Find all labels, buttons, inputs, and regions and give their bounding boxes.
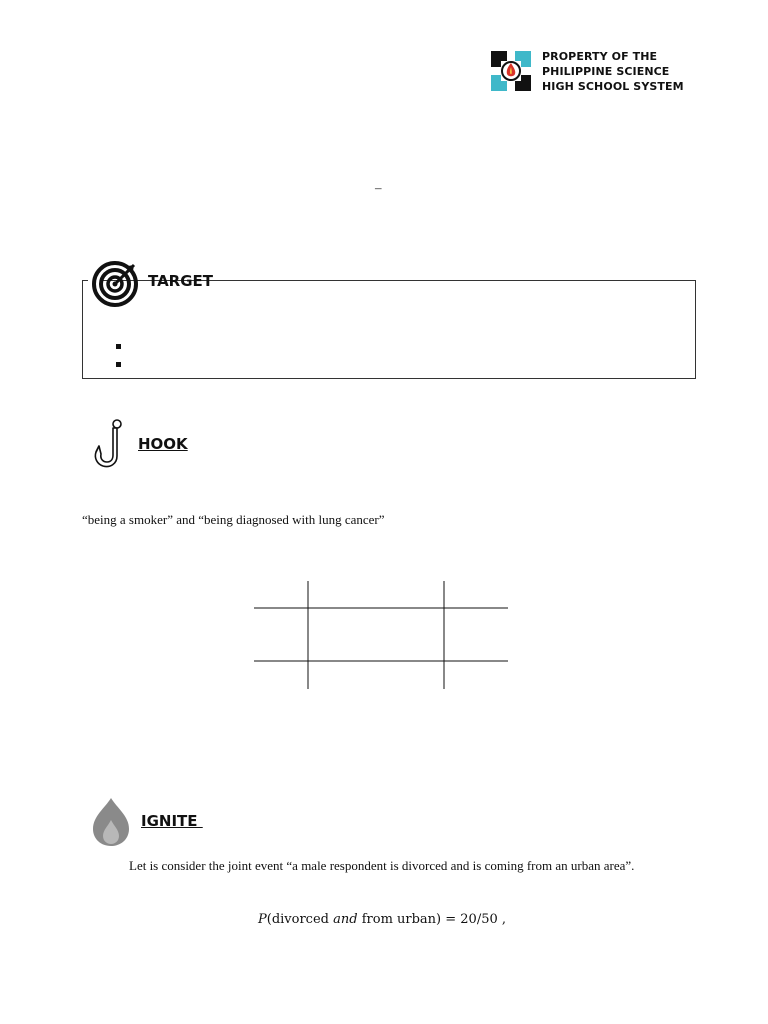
ignite-text: Let is consider the joint event “a male respondent is divorced and is coming from an urban area”. <box>129 858 635 873</box>
hook-label: HOOK <box>138 435 188 453</box>
target-icon <box>91 260 139 308</box>
logo-line-2: PHILIPPINE SCIENCE <box>542 65 670 78</box>
equation-open: (divorced <box>266 912 334 927</box>
target-header <box>88 258 214 310</box>
target-label: TARGET <box>148 272 214 290</box>
logo-line-3: HIGH SCHOOL SYSTEM <box>542 80 684 93</box>
contingency-table <box>254 581 508 689</box>
equation-and: and <box>333 912 358 927</box>
logo-text <box>542 49 684 94</box>
target-bullet-2 <box>116 362 121 367</box>
hook-text: “being a smoker” and “being diagnosed with lung cancer” <box>82 512 385 527</box>
ignite-label: IGNITE <box>141 812 203 830</box>
flame-icon <box>89 796 133 848</box>
equation-p: P <box>258 912 267 927</box>
pshs-logo <box>487 47 687 95</box>
logo-line-1: PROPERTY OF THE <box>542 50 658 63</box>
hook-icon <box>90 418 130 470</box>
pshs-emblem-icon <box>487 47 535 95</box>
joint-probability-equation <box>258 912 506 927</box>
title-dash: – <box>375 180 382 195</box>
equation-close: from urban) = 20/50 , <box>357 912 507 927</box>
target-bullet-1 <box>116 344 121 349</box>
target-box <box>82 280 696 379</box>
